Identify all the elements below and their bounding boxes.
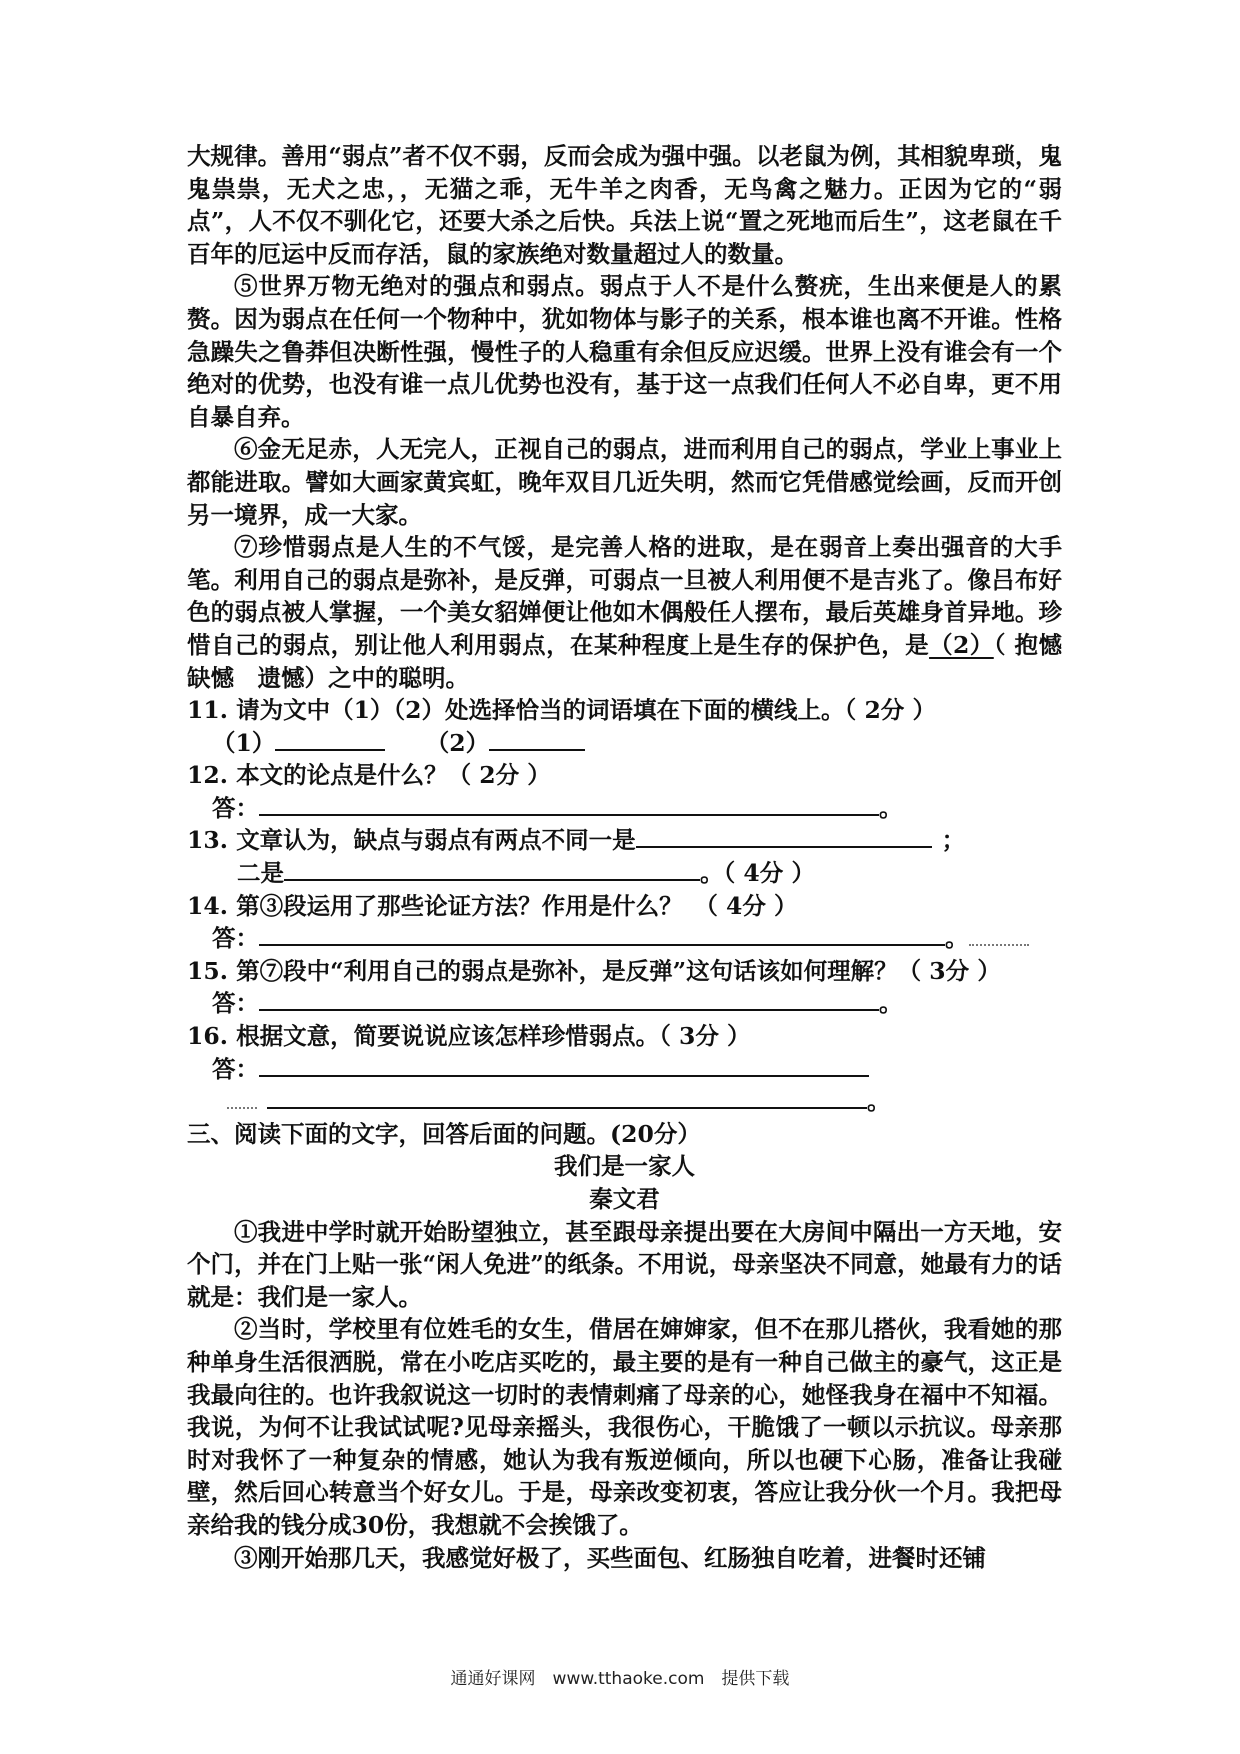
question-14: 14. 第③段运用了那些论证方法？作用是什么？ （ 4分 ） — [187, 891, 798, 920]
answer-14 — [187, 922, 1062, 955]
question-13 — [187, 824, 1062, 857]
paragraph-7-text: ⑦珍惜弱点是人生的不气馁，是完善人格的进取，是在弱音上奏出强音的大手笔。利用自己的弱点是弥补，是反弹，可弱点一旦被人利用便不是吉兆了。像吕布好色的弱点被人掌握，一个美女貂婵便让他如木偶般任人摆布，最后英雄身首异地。珍惜自己的弱点，别让他人利用弱点，在某种程度上是生存的保护色，是 — [187, 533, 1062, 659]
answer-label: 答： — [212, 1054, 259, 1083]
answer-12 — [187, 792, 1062, 825]
answer-15-line[interactable] — [259, 987, 879, 1011]
question-13-semicolon: ； — [941, 826, 966, 855]
article-paragraph-6: ⑥金无足赤，人无完人，正视自己的弱点，进而利用自己的弱点，学业上事业上都能进取。譬如大画家黄宾虹，晚年双目几近失明，然而它凭借感觉绘画，反而开创另一境界，成一大家。 — [187, 435, 1062, 529]
article-paragraph-5: ⑤世界万物无绝对的强点和弱点。弱点于人不是什么赘疣，生出来便是人的累赘。因为弱点在任何一个物种中，犹如物体与影子的关系，根本谁也离不开谁。性格急躁失之鲁莽但决断性强，慢性子的人稳重有余但反应迟缓。世界上没有谁会有一个绝对的优势，也没有谁一点儿优势也没有，基于这一点我们任何人不必自卑，更不用自暴自弃。 — [187, 272, 1062, 431]
question-13-two-label: 二是 — [237, 859, 284, 888]
page-content — [187, 140, 1086, 1574]
blank-1-label: （1） — [212, 728, 276, 757]
answer-14-line[interactable] — [259, 922, 945, 946]
question-16: 16. 根据文意，简要说说应该怎样珍惜弱点。（ 3分 ） — [187, 1022, 751, 1051]
blank-1-line[interactable] — [275, 727, 385, 751]
story-author: 秦文君 — [589, 1185, 660, 1213]
question-12: 12. 本文的论点是什么？（ 2分 ） — [187, 761, 551, 790]
story-title: 我们是一家人 — [554, 1152, 695, 1181]
article-paragraph-7 — [187, 531, 1086, 694]
answer-16a-line[interactable] — [259, 1053, 869, 1077]
article-paragraph-continued: 大规律。善用“弱点”者不仅不弱，反而会成为强中强。以老鼠为例，其相貌卑琐，鬼鬼祟祟，无犬之忠，，无猫之乖，无牛羊之肉香，无鸟禽之魅力。正因为它的“弱点”，人不仅不驯化它，还要大杀之后快。兵法上说“置之死地而后生”，这老鼠在千百年的厄运中反而存活，鼠的家族绝对数量超过人的数量。 — [187, 142, 1062, 268]
answer-13b-line[interactable] — [284, 857, 700, 881]
question-11: 11. 请为文中（1）（2）处选择恰当的词语填在下面的横线上。（ 2分 ） — [187, 696, 936, 725]
question-13-score: 。（ 4分 ） — [700, 859, 815, 888]
answer-period: 。 — [867, 1087, 891, 1116]
answer-13a-line[interactable] — [636, 824, 932, 848]
blank-2-marker: （2） — [929, 630, 994, 659]
download-footer: 通通好课网 www.tthaoke.com 提供下载 — [450, 1669, 790, 1689]
answer-16 — [187, 1053, 1062, 1086]
blank-2-label: （2） — [425, 728, 490, 757]
question-15: 15. 第⑦段中“利用自己的弱点是弥补，是反弹”这句话该如何理解？（ 3分 ） — [187, 956, 1001, 985]
answer-period: 。 — [879, 793, 903, 822]
answer-15 — [187, 987, 1062, 1020]
story-paragraph-2: ②当时，学校里有位姓毛的女生，借居在婶婶家，但不在那儿搭伙，我看她的那种单身生活很洒脱，常在小吃店买吃的，最主要的是有一种自己做主的豪气，这正是我最向往的。也许我叙说这一切时的表情刺痛了母亲的心，她怪我身在福中不知福。我说，为何不让我试试呢?见母亲摇头，我很伤心，干脆饿了一顿以示抗议。母亲那时对我怀了一种复杂的情感，她认为我有叛逆倾向，所以也硬下心肠，准备让我碰壁，然后回心转意当个好女儿。于是，母亲改变初衷，答应让我分伙一个月。我把母亲给我的钱分成30份，我想就不会挨饿了。 — [187, 1315, 1062, 1539]
answer-period: 。 — [945, 924, 969, 953]
answer-label: 答： — [212, 793, 259, 822]
answer-period: 。 — [879, 989, 903, 1018]
story-paragraph-1: ①我进中学时就开始盼望独立，甚至跟母亲提出要在大房间中隔出一方天地，安个门，并在门上贴一张“闲人免进”的纸条。不用说，母亲坚决不同意，她最有力的话就是：我们是一家人。 — [187, 1217, 1062, 1311]
answer-16b-line[interactable] — [267, 1085, 867, 1109]
answer-label: 答： — [212, 989, 259, 1018]
dotted-leader — [227, 1089, 257, 1109]
answer-label: 答： — [212, 924, 259, 953]
section-3-heading: 三、阅读下面的文字，回答后面的问题。(20分） — [187, 1119, 701, 1148]
blank-2-options: （ 抱憾 缺憾 遗憾）之中的聪明。 — [187, 630, 1086, 692]
story-paragraph-3: ③刚开始那几天，我感觉好极了，买些面包、红肠独自吃着，进餐时还铺 — [234, 1543, 986, 1572]
dotted-leader — [969, 926, 1029, 946]
question-13-part-2 — [187, 857, 1062, 890]
blank-2-line[interactable] — [489, 727, 585, 751]
answer-12-line[interactable] — [259, 792, 879, 816]
question-11-blanks — [187, 727, 1062, 760]
question-13-text: 13. 文章认为，缺点与弱点有两点不同一是 — [187, 826, 636, 855]
answer-16-continued — [187, 1085, 1062, 1118]
